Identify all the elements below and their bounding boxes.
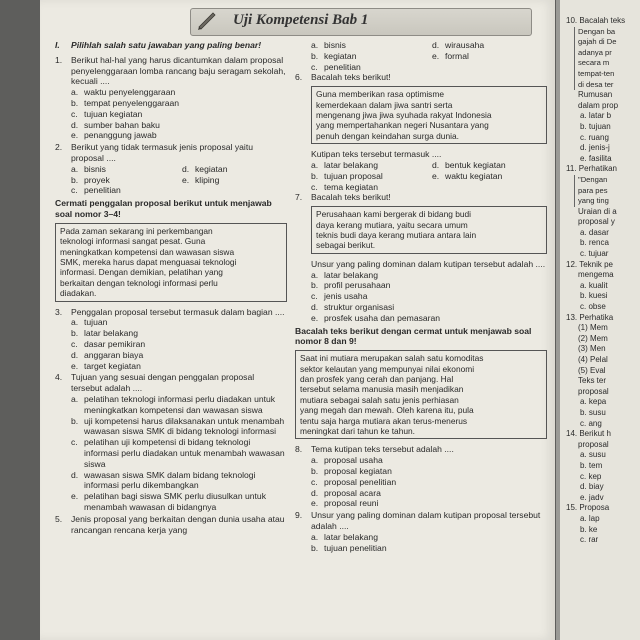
next-page-line: a. dasar <box>580 227 609 237</box>
question-number: 5. <box>55 513 63 524</box>
next-page-line: Teks ter <box>578 376 607 386</box>
option-text: pelatihan uji kompetensi di bidang teknologi informasi perlu diadakan untuk menambah wawasan siswa <box>84 437 285 469</box>
worksheet-page <box>40 0 555 640</box>
next-page-line: proposal <box>578 386 609 396</box>
next-page-line: c. rar <box>580 535 599 545</box>
answer-option <box>71 437 287 469</box>
option-text: wirausaha <box>445 40 485 50</box>
next-page-content <box>566 16 640 546</box>
question-text: Jenis proposal yang berkaitan dengan dunia usaha atau rancangan rencana kerja yang <box>71 513 285 535</box>
option-text: latar belakang <box>84 328 138 339</box>
question <box>55 372 287 512</box>
option-letter: b. <box>311 466 319 477</box>
next-page-line: b. tem <box>580 460 603 470</box>
option-letter: b. <box>71 97 79 108</box>
option-letter: d. <box>311 302 319 313</box>
answer-option <box>71 87 287 98</box>
box-text-line: dan prosfek yang cerah dan panjang. Hal <box>300 374 454 385</box>
option-letter: d. <box>71 119 79 130</box>
box-text-line: Perusahaan kami bergerak di bidang budi <box>316 209 472 220</box>
next-page-line: (4) Pelal <box>578 355 608 364</box>
option-text: bentuk kegiatan <box>445 160 506 171</box>
next-page-line: 10. Bacalah teks <box>566 16 626 25</box>
question-text: Berikut yang tidak termasuk jenis proposal yaitu proposal .... <box>71 142 253 163</box>
question-list-bottom <box>295 444 547 553</box>
answer-options <box>311 455 547 509</box>
question-number: 9. <box>295 510 303 521</box>
next-page-line: 12. Teknik pe <box>566 259 613 269</box>
option-text: proposal acara <box>324 487 381 498</box>
option-text: tema kegiatan <box>324 181 378 192</box>
option-letter: c. <box>311 476 318 487</box>
option-text: pelatihan bagi siswa SMK perlu diusulkan untuk menambah wawasan di bidangnya <box>84 491 267 512</box>
question-6-options <box>295 160 547 192</box>
box-text-line: teknis budi daya kerang mutiara antara lain <box>316 230 477 241</box>
next-page-line: 13. Perhatika <box>566 312 614 322</box>
next-page-line: 14. Berikut h <box>566 429 611 439</box>
answer-option <box>71 394 287 416</box>
box-text-line: sebagai berikut. <box>316 240 376 251</box>
answer-option <box>71 317 287 328</box>
question-7-options <box>295 270 547 324</box>
left-column <box>55 40 287 536</box>
option-letter: a. <box>311 40 319 50</box>
question-number: 8. <box>295 444 303 455</box>
option-letter: a. <box>311 160 319 171</box>
answer-option <box>311 171 426 182</box>
next-page-line: tempat-ten <box>574 69 640 80</box>
answer-option <box>311 270 547 281</box>
option-text: formal <box>445 50 469 61</box>
answer-option <box>71 416 287 438</box>
answer-option <box>71 130 287 141</box>
option-letter: b. <box>71 415 79 426</box>
option-letter: c. <box>71 108 78 119</box>
reading-instruction-8-9: Bacalah teks berikut dengan cermat untuk menjawab soal nomor 8 dan 9! <box>295 325 532 347</box>
question-7 <box>295 192 547 203</box>
answer-option <box>71 109 287 120</box>
next-page-line: gajah di De <box>574 37 640 48</box>
answer-options <box>71 317 287 371</box>
box-text-line: SMK, mereka harus dapat menguasai teknologi <box>60 256 237 267</box>
question-6-prompt: Kutipan teks tersebut termasuk .... <box>311 149 442 160</box>
next-page-line: dalam prop <box>578 100 619 110</box>
question-8 <box>295 444 547 509</box>
section-instruction <box>55 40 287 51</box>
answer-option <box>432 51 547 62</box>
next-page-line: b. susu <box>580 407 606 417</box>
chapter-title: Uji Kompetensi Bab 1 <box>233 12 369 28</box>
box-text-line: mutiara sebagai salah satu jenis perhiasan <box>300 394 459 405</box>
option-text: latar belakang <box>324 160 378 171</box>
box-text-line: meningkat dari tahun ke tahun. <box>300 426 416 437</box>
answer-option <box>311 532 547 543</box>
question-number: 7. <box>295 192 303 203</box>
answer-option <box>432 171 547 182</box>
option-text: uji kompetensi harus dilaksanakan untuk menambah wawasan siswa SMK di bidang teknologi informasi <box>84 415 285 437</box>
option-text: latar belakang <box>324 269 378 280</box>
next-page-line: Dengan ba <box>574 27 640 38</box>
answer-option <box>71 470 287 492</box>
question-list-top <box>55 55 287 196</box>
next-page-line: c. ang <box>580 418 602 428</box>
next-page-line: proposal y <box>578 217 615 227</box>
question <box>55 514 287 536</box>
option-text: bisnis <box>84 163 106 174</box>
box-text-line: Guna memberikan rasa optimisme <box>316 89 445 100</box>
answer-option <box>71 491 287 513</box>
answer-option <box>311 291 547 302</box>
question-7-prompt: Unsur yang paling dominan dalam kutipan tersebut adalah .... <box>311 258 546 269</box>
next-page-line: 11. Perhatikan <box>566 164 617 174</box>
answer-option <box>311 543 547 554</box>
option-letter: c. <box>71 437 78 448</box>
answer-option <box>71 339 287 350</box>
answer-option <box>311 62 426 73</box>
answer-option <box>311 280 547 291</box>
next-page-line: para pes <box>574 186 640 197</box>
option-letter: a. <box>71 393 79 404</box>
box-text-line: tentu saja harga mutiara akan terus-menerus <box>300 415 468 426</box>
question-6 <box>295 72 547 83</box>
option-text: struktur organisasi <box>324 302 395 313</box>
next-page-line: b. ke <box>580 524 598 534</box>
box-text-line: penuh dengan keindahan surga dunia. <box>316 130 459 141</box>
option-letter: d. <box>432 160 440 171</box>
option-text: penelitian <box>324 61 361 72</box>
question-5-options <box>295 40 547 72</box>
next-page-line: proposal <box>578 439 609 449</box>
question-number: 1. <box>55 54 63 65</box>
option-text: proposal penelitian <box>324 476 397 487</box>
box-text-line: yang mempertahankan negeri Nusantara yang <box>316 120 489 131</box>
option-text: wawasan siswa SMK dalam bidang teknologi informasi perlu dikembangkan <box>84 469 256 491</box>
question-text: Tujuan yang sesuai dengan penggalan proposal tersebut adalah .... <box>71 372 255 394</box>
option-letter: a. <box>311 455 319 466</box>
answer-option <box>71 361 287 372</box>
answer-options <box>311 532 547 554</box>
option-letter: b. <box>71 328 79 339</box>
option-letter: b. <box>311 50 319 61</box>
option-letter: c. <box>311 291 318 302</box>
next-page-line: di desa ter <box>574 80 640 91</box>
chapter-header <box>190 8 532 36</box>
box-text-line: Pada zaman sekarang ini perkembangan <box>60 225 213 236</box>
option-letter: c. <box>311 61 318 72</box>
option-letter: e. <box>432 50 440 61</box>
box-text-line: teknologi informasi sangat pesat. Guna <box>60 236 206 247</box>
answer-option <box>311 488 547 499</box>
option-text: tujuan kegiatan <box>84 108 143 119</box>
option-letter: a. <box>71 163 79 174</box>
question-list-mid <box>55 307 287 536</box>
next-page-line: mengema <box>578 270 614 280</box>
answer-option <box>432 40 547 51</box>
next-page-line: d. jenis-j <box>580 143 610 153</box>
option-text: tujuan <box>84 317 108 328</box>
answer-option <box>71 350 287 361</box>
question-number: 6. <box>295 72 303 83</box>
option-letter: a. <box>311 269 319 280</box>
option-text: target kegiatan <box>84 360 141 371</box>
reading-box-q6 <box>311 86 547 144</box>
question <box>55 142 287 196</box>
next-page-line: 15. Proposa <box>566 503 610 513</box>
pencil-icon <box>197 11 219 31</box>
next-page-line: c. obse <box>580 302 606 312</box>
option-letter: b. <box>311 280 319 291</box>
instruction-text: Pilihlah salah satu jawaban yang paling benar! <box>71 40 262 50</box>
next-page-line: (1) Mem <box>578 323 608 333</box>
next-page-line: a. kepa <box>580 397 607 407</box>
next-page-line: b. kuesi <box>580 291 608 301</box>
next-page-line: b. tujuan <box>580 121 611 131</box>
option-letter: b. <box>71 174 79 185</box>
answer-option <box>182 164 287 175</box>
next-page-line: (2) Mem <box>578 333 608 343</box>
option-text: penanggung jawab <box>84 130 157 141</box>
option-text: proyek <box>84 174 110 185</box>
box-text-line: daya kerang mutiara, yaitu secara umum <box>316 219 468 230</box>
answer-option <box>311 182 426 193</box>
question-text: Tema kutipan teks tersebut adalah .... <box>311 444 454 455</box>
answer-option <box>311 466 547 477</box>
next-page-line: c. tujuar <box>580 249 609 259</box>
option-text: proposal kegiatan <box>324 466 392 477</box>
option-letter: e. <box>71 130 79 141</box>
option-letter: d. <box>71 349 79 360</box>
right-column <box>295 40 547 554</box>
option-text: proposal usaha <box>324 455 383 466</box>
box-text-line: mengenang jiwa jiwa syuhada rakyat Indonesia <box>316 110 492 120</box>
next-page-line: secara m <box>574 58 640 69</box>
option-letter: c. <box>311 181 318 192</box>
answer-options <box>71 164 287 196</box>
next-page-line: Uraian di a <box>578 206 617 216</box>
reading-box-mutiara <box>295 350 547 439</box>
box-text-line: yang megah dan mewah. Oleh karena itu, pula <box>300 405 474 416</box>
option-letter: e. <box>311 498 319 509</box>
answer-option <box>71 175 176 186</box>
next-page-line: yang ting <box>574 196 640 207</box>
option-letter: e. <box>71 360 79 371</box>
box-text-line: Saat ini mutiara merupakan salah satu komoditas <box>300 353 484 364</box>
box-text-line: berkaitan dengan teknologi informasi perlu <box>60 277 218 288</box>
option-text: kegiatan <box>324 50 357 61</box>
option-letter: e. <box>182 174 190 185</box>
next-page-line: adanya pr <box>574 48 640 59</box>
answer-option <box>311 455 547 466</box>
reading-box-proposal <box>55 223 287 302</box>
option-letter: d. <box>432 40 440 50</box>
answer-option <box>71 185 176 196</box>
reading-instruction: Cermati penggalan proposal berikut untuk menjawab soal nomor 3–4! <box>55 198 272 219</box>
option-text: prosfek usaha dan pemasaran <box>324 312 441 323</box>
option-text: sumber bahan baku <box>84 119 160 130</box>
question-number: 4. <box>55 372 63 383</box>
option-letter: a. <box>311 531 319 542</box>
answer-option <box>71 120 287 131</box>
option-text: tujuan proposal <box>324 170 383 181</box>
question <box>55 55 287 141</box>
option-text: kliping <box>195 174 220 185</box>
next-page-line: e. jadv <box>580 492 604 502</box>
answer-option <box>311 313 547 324</box>
option-letter: a. <box>71 87 79 98</box>
answer-options <box>71 87 287 141</box>
answer-option <box>311 51 426 62</box>
next-page-line: c. kep <box>580 471 602 481</box>
answer-option <box>311 160 426 171</box>
option-text: pelatihan teknologi informasi perlu diadakan untuk meningkatkan kompetensi dan wawasan siswa <box>84 393 276 415</box>
question-text: Bacalah teks berikut! <box>311 72 391 83</box>
option-letter: c. <box>71 338 78 349</box>
next-page-line: a. latar b <box>580 111 612 121</box>
option-letter: c. <box>71 185 78 196</box>
answer-option <box>71 98 287 109</box>
question-text: Penggalan proposal tersebut termasuk dalam bagian .... <box>71 306 285 317</box>
option-letter: e. <box>71 491 79 502</box>
option-text: anggaran biaya <box>84 349 144 360</box>
option-text: profil perusahaan <box>324 280 391 291</box>
box-text-line: diadakan. <box>60 288 97 299</box>
option-text: penelitian <box>84 185 121 196</box>
box-text-line: informasi. Dengan demikian, pelatihan yang <box>60 267 223 278</box>
option-text: jenis usaha <box>324 291 368 302</box>
answer-option <box>71 328 287 339</box>
answer-option <box>311 40 426 51</box>
next-page-edge <box>556 0 640 640</box>
option-text: kegiatan <box>195 163 228 174</box>
next-page-line: e. fasilita <box>580 153 612 163</box>
next-page-line: (3) Men <box>578 344 606 354</box>
next-page-line: c. ruang <box>580 132 609 142</box>
answer-option <box>311 477 547 488</box>
option-text: dasar pemikiran <box>84 338 146 349</box>
next-page-line: a. kualit <box>580 280 608 290</box>
box-text-line: sektor kelautan yang mempunyai nilai ekonomi <box>300 363 475 374</box>
option-text: proposal reuni <box>324 498 379 509</box>
question-text: Unsur yang paling dominan dalam kutipan proposal tersebut adalah .... <box>311 510 541 532</box>
next-page-line: a. susu <box>580 450 606 460</box>
next-page-line: b. renca <box>580 238 609 248</box>
question-text: Bacalah teks berikut! <box>311 192 391 203</box>
next-page-line: (5) Eval <box>578 365 606 375</box>
box-text-line: meningkatkan kompetensi dan wawasan siswa <box>60 246 235 257</box>
next-page-line: d. biay <box>580 482 604 492</box>
box-text-line: kemerdekaan dalam jiwa santri serta <box>316 99 453 110</box>
option-text: waktu kegiatan <box>445 170 503 181</box>
answer-option <box>182 175 287 186</box>
option-letter: d. <box>71 469 79 480</box>
question <box>55 307 287 372</box>
option-letter: d. <box>311 487 319 498</box>
option-letter: e. <box>311 312 319 323</box>
answer-option <box>311 498 547 509</box>
next-page-line: Rumusan <box>578 90 613 100</box>
answer-options <box>71 394 287 513</box>
option-text: latar belakang <box>324 531 378 542</box>
question-number: 3. <box>55 306 63 317</box>
next-page-line: a. lap <box>580 513 600 523</box>
question-text: Berikut hal-hal yang harus dicantumkan dalam proposal penyelenggaraan lomba rancang baju seragam sekolah, kecuali .... <box>71 54 286 87</box>
question-9 <box>295 510 547 553</box>
next-page-line: "Dengan <box>574 175 640 186</box>
option-text: bisnis <box>324 40 346 50</box>
question-number: 2. <box>55 142 63 153</box>
reading-box-q7 <box>311 206 547 254</box>
option-letter: e. <box>432 170 440 181</box>
box-text-line: tersebut selama manusia masih menjadikan <box>300 384 464 395</box>
answer-option <box>71 164 176 175</box>
option-text: tujuan penelitian <box>324 542 387 553</box>
option-text: tempat penyelenggaraan <box>84 97 180 108</box>
section-number: I. <box>55 40 60 50</box>
option-letter: a. <box>71 317 79 328</box>
answer-option <box>311 302 547 313</box>
answer-option <box>432 160 547 171</box>
option-letter: d. <box>182 163 190 174</box>
option-text: waktu penyelenggaraan <box>84 87 176 98</box>
option-letter: b. <box>311 542 319 553</box>
option-letter: b. <box>311 170 319 181</box>
